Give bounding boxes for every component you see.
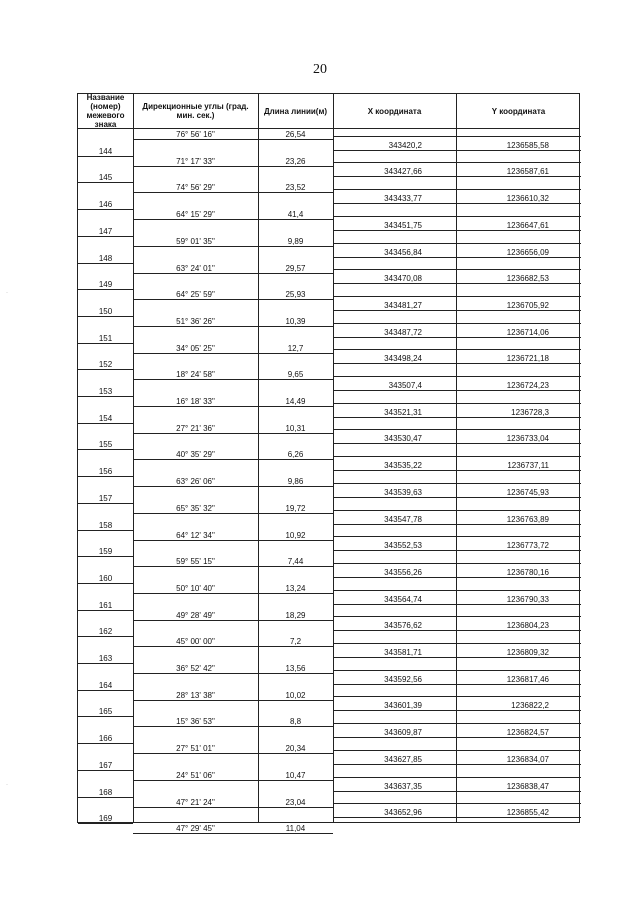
boundary-point-name: 161	[98, 600, 113, 610]
row-rule	[133, 780, 333, 781]
boundary-point-name: 151	[98, 333, 113, 343]
line-length: 23,04	[285, 797, 306, 807]
y-coordinate: 1236855,42	[506, 808, 549, 818]
row-rule	[333, 203, 581, 204]
row-rule	[78, 236, 133, 237]
row-rule	[78, 583, 133, 584]
line-length: 10,47	[285, 770, 306, 780]
row-rule	[333, 443, 581, 444]
boundary-point-name: 168	[98, 787, 113, 797]
y-coordinate: 1236804,23	[506, 621, 549, 631]
row-rule	[333, 777, 581, 778]
row-rule	[333, 524, 581, 525]
row-rule	[333, 616, 581, 617]
boundary-point-name: 152	[98, 360, 113, 370]
direction-angle: 51° 36' 26"	[176, 316, 215, 326]
row-rule	[133, 726, 333, 727]
row-rule	[78, 770, 133, 771]
row-rule	[333, 257, 581, 258]
row-rule	[333, 577, 581, 578]
boundary-point-name: 162	[98, 627, 113, 637]
direction-angle: 28° 13' 38"	[176, 690, 215, 700]
row-rule	[333, 604, 581, 605]
x-coordinate: 343498,24	[384, 354, 422, 364]
x-coordinate: 343507,4	[388, 381, 422, 390]
row-rule	[333, 817, 581, 818]
row-rule	[78, 823, 133, 824]
row-rule	[78, 369, 133, 370]
row-rule	[333, 403, 581, 404]
row-rule	[333, 230, 581, 231]
direction-angle: 24° 51' 06"	[176, 770, 215, 780]
row-rule	[333, 269, 581, 270]
direction-angle: 63° 24' 01"	[176, 263, 215, 273]
row-rule	[78, 690, 133, 691]
y-coordinate: 1236587,61	[506, 167, 549, 177]
boundary-point-name: 147	[98, 226, 113, 236]
line-length: 9,65	[287, 370, 304, 380]
direction-angle: 64° 15' 29"	[176, 210, 215, 220]
x-coordinate: 343420,2	[388, 140, 422, 150]
boundary-point-name: 145	[98, 173, 113, 183]
line-length: 10,02	[285, 690, 306, 700]
row-rule	[333, 456, 581, 457]
boundary-point-name: 160	[98, 573, 113, 583]
row-rule	[78, 156, 133, 157]
direction-angle: 27° 51' 01"	[176, 744, 215, 754]
row-rule	[133, 486, 333, 487]
row-rule	[333, 470, 581, 471]
page-number: 20	[313, 62, 327, 77]
boundary-point-name: 159	[98, 547, 113, 557]
row-rule	[133, 620, 333, 621]
x-coordinate: 343535,22	[384, 461, 422, 471]
y-coordinate: 1236724,23	[506, 381, 549, 390]
row-rule	[133, 353, 333, 354]
y-coordinate: 1236838,47	[506, 781, 549, 791]
x-coordinate: 343592,56	[384, 674, 422, 684]
row-rule	[78, 263, 133, 264]
direction-angle: 74° 56' 29"	[176, 183, 215, 193]
direction-angle: 71° 17' 33"	[176, 156, 215, 166]
x-coordinate: 343637,35	[384, 781, 422, 791]
row-rule	[333, 337, 581, 338]
y-coordinate: 1236822,2	[511, 701, 549, 711]
line-length: 6,26	[287, 450, 304, 460]
row-rule	[78, 449, 133, 450]
row-rule	[133, 273, 333, 274]
x-coordinate: 343552,53	[384, 541, 422, 551]
row-rule	[333, 296, 581, 297]
line-length: 13,24	[285, 583, 306, 593]
row-rule	[133, 753, 333, 754]
row-rule	[333, 710, 581, 711]
row-rule	[133, 246, 333, 247]
y-coordinate: 1236817,46	[506, 674, 549, 684]
boundary-point-name: 166	[98, 734, 113, 744]
row-rule	[333, 803, 581, 804]
y-coordinate: 1236834,07	[506, 754, 549, 764]
line-length: 25,93	[285, 290, 306, 300]
direction-angle: 47° 21' 24"	[176, 797, 215, 807]
y-coordinate: 1236585,58	[506, 140, 549, 150]
y-coordinate: 1236773,72	[506, 541, 549, 551]
row-rule	[333, 429, 581, 430]
row-rule	[333, 483, 581, 484]
x-coordinate: 343470,08	[384, 274, 422, 284]
row-rule	[78, 797, 133, 798]
boundary-point-name: 154	[98, 413, 113, 423]
x-coordinate: 343433,77	[384, 194, 422, 204]
row-rule	[133, 379, 333, 380]
row-rule	[333, 283, 581, 284]
x-coordinate: 343539,63	[384, 487, 422, 497]
line-length: 20,34	[285, 744, 306, 754]
boundary-point-name: 165	[98, 707, 113, 717]
row-rule	[333, 497, 581, 498]
row-rule	[133, 540, 333, 541]
y-coordinate: 1236682,53	[506, 274, 549, 284]
row-rule	[133, 192, 333, 193]
row-rule	[78, 182, 133, 183]
direction-angle: 50° 10' 40"	[176, 583, 215, 593]
direction-angle: 59° 01' 35"	[176, 236, 215, 246]
row-rule	[133, 459, 333, 460]
boundary-point-name: 149	[98, 280, 113, 290]
x-coordinate: 343609,87	[384, 728, 422, 738]
boundary-point-name: 148	[98, 253, 113, 263]
line-length: 7,2	[289, 637, 302, 647]
margin-mark: ·	[6, 290, 8, 296]
row-rule	[333, 696, 581, 697]
row-rule	[333, 670, 581, 671]
y-coordinate: 1236809,32	[506, 648, 549, 657]
row-rule	[78, 636, 133, 637]
boundary-point-name: 153	[98, 387, 113, 396]
header-name: Название (номер) межевого знака	[86, 93, 125, 129]
line-length: 9,86	[287, 477, 304, 487]
row-rule	[133, 433, 333, 434]
line-length: 29,57	[285, 263, 306, 273]
row-rule	[78, 423, 133, 424]
direction-angle: 18° 24' 58"	[176, 370, 215, 380]
row-rule	[333, 791, 581, 792]
boundary-point-name: 163	[98, 654, 113, 663]
line-length: 13,56	[285, 664, 306, 673]
row-rule	[333, 510, 581, 511]
y-coordinate: 1236714,06	[506, 327, 549, 337]
direction-angle: 36° 52' 42"	[176, 664, 215, 673]
line-length: 9,89	[287, 236, 304, 246]
row-rule	[133, 593, 333, 594]
direction-angle: 16° 18' 33"	[176, 397, 215, 406]
x-coordinate: 343576,62	[384, 621, 422, 631]
direction-angle: 27° 21' 36"	[176, 423, 215, 433]
row-rule	[333, 310, 581, 311]
direction-angle: 49° 28' 49"	[176, 610, 215, 620]
header-angle: Дирекционные углы (град. мин. сек.)	[142, 102, 249, 120]
direction-angle: 45° 00' 00"	[176, 637, 215, 647]
row-rule	[333, 643, 581, 644]
boundary-point-name: 150	[98, 306, 113, 316]
line-length: 41,4	[287, 210, 304, 220]
row-rule	[333, 737, 581, 738]
row-rule	[333, 243, 581, 244]
y-coordinate: 1236824,57	[506, 728, 549, 738]
x-coordinate: 343581,71	[384, 648, 422, 657]
coordinates-table	[77, 93, 580, 834]
boundary-point-name: 169	[98, 814, 113, 824]
x-coordinate: 343456,84	[384, 247, 422, 257]
row-rule	[333, 750, 581, 751]
row-rule	[133, 299, 333, 300]
row-rule	[333, 630, 581, 631]
boundary-point-name: 155	[98, 440, 113, 450]
direction-angle: 63° 26' 06"	[176, 477, 215, 487]
x-coordinate: 343627,85	[384, 754, 422, 764]
row-rule	[333, 216, 581, 217]
x-coordinate: 343556,26	[384, 567, 422, 577]
row-rule	[333, 684, 581, 685]
line-length: 11,04	[285, 824, 306, 834]
line-length: 10,39	[285, 316, 306, 326]
row-rule	[78, 289, 133, 290]
row-rule	[78, 476, 133, 477]
row-rule	[333, 390, 581, 391]
boundary-point-name: 156	[98, 467, 113, 477]
line-length: 18,29	[285, 610, 306, 620]
row-rule	[133, 700, 333, 701]
header-divider	[78, 128, 579, 129]
x-coordinate: 343481,27	[384, 300, 422, 310]
line-length: 19,72	[285, 503, 306, 513]
y-coordinate: 1236656,09	[506, 247, 549, 257]
row-rule	[133, 566, 333, 567]
row-rule	[133, 326, 333, 327]
row-rule	[78, 503, 133, 504]
direction-angle: 64° 25' 59"	[176, 290, 215, 300]
row-rule	[333, 764, 581, 765]
y-coordinate: 1236790,33	[506, 594, 549, 604]
row-rule	[333, 323, 581, 324]
x-coordinate: 343564,74	[384, 594, 422, 604]
direction-angle: 76° 56' 16"	[176, 130, 215, 139]
row-rule	[133, 673, 333, 674]
row-rule	[78, 209, 133, 210]
y-coordinate: 1236610,32	[506, 194, 549, 204]
x-coordinate: 343601,39	[384, 701, 422, 711]
row-rule	[78, 663, 133, 664]
x-coordinate: 343530,47	[384, 434, 422, 444]
line-length: 10,92	[285, 530, 306, 540]
line-length: 23,52	[285, 183, 306, 193]
line-length: 14,49	[285, 397, 306, 406]
x-coordinate: 343487,72	[384, 327, 422, 337]
row-rule	[78, 610, 133, 611]
row-rule	[333, 657, 581, 658]
header-y: Y координата	[491, 106, 546, 116]
row-rule	[133, 166, 333, 167]
row-rule	[78, 743, 133, 744]
row-rule	[78, 396, 133, 397]
row-rule	[333, 723, 581, 724]
x-coordinate: 343547,78	[384, 514, 422, 524]
direction-angle: 34° 05' 25"	[176, 343, 215, 353]
y-coordinate: 1236745,93	[506, 487, 549, 497]
boundary-point-name: 164	[98, 680, 113, 690]
y-coordinate: 1236733,04	[506, 434, 549, 444]
x-coordinate: 343451,75	[384, 220, 422, 230]
direction-angle: 47° 29' 45"	[176, 824, 215, 834]
row-rule	[333, 189, 581, 190]
header-x: X координата	[367, 106, 422, 116]
header-length: Длина линии(м)	[263, 106, 328, 116]
row-rule	[133, 513, 333, 514]
direction-angle: 65° 35' 32"	[176, 503, 215, 513]
row-rule	[133, 139, 333, 140]
row-rule	[133, 219, 333, 220]
y-coordinate: 1236705,92	[506, 300, 549, 310]
row-rule	[78, 343, 133, 344]
boundary-point-name: 157	[98, 493, 113, 503]
row-rule	[78, 556, 133, 557]
direction-angle: 40° 35' 29"	[176, 450, 215, 460]
row-rule	[333, 162, 581, 163]
y-coordinate: 1236721,18	[506, 354, 549, 364]
boundary-point-name: 146	[98, 200, 113, 210]
row-rule	[333, 417, 581, 418]
row-rule	[133, 807, 333, 808]
row-rule	[333, 536, 581, 537]
boundary-point-name: 158	[98, 520, 113, 530]
margin-mark: ·	[6, 782, 8, 788]
row-rule	[333, 150, 581, 151]
row-rule	[133, 833, 333, 834]
row-rule	[333, 363, 581, 364]
y-coordinate: 1236647,61	[506, 220, 549, 230]
row-rule	[133, 646, 333, 647]
x-coordinate: 343521,31	[384, 407, 422, 417]
y-coordinate: 1236780,16	[506, 567, 549, 577]
x-coordinate: 343652,96	[384, 808, 422, 818]
direction-angle: 15° 36' 53"	[176, 717, 215, 727]
y-coordinate: 1236728,3	[511, 407, 549, 417]
x-coordinate: 343427,66	[384, 167, 422, 177]
boundary-point-name: 144	[98, 146, 113, 156]
direction-angle: 59° 55' 15"	[176, 557, 215, 567]
line-length: 10,31	[285, 423, 306, 433]
row-rule	[333, 376, 581, 377]
line-length: 8,8	[289, 717, 302, 727]
line-length: 12,7	[287, 343, 304, 353]
row-rule	[333, 550, 581, 551]
row-rule	[78, 530, 133, 531]
row-rule	[333, 136, 581, 137]
row-rule	[133, 406, 333, 407]
row-rule	[78, 716, 133, 717]
line-length: 26,54	[285, 130, 306, 139]
y-coordinate: 1236737,11	[507, 461, 549, 471]
row-rule	[333, 563, 581, 564]
y-coordinate: 1236763,89	[506, 514, 549, 524]
row-rule	[333, 590, 581, 591]
boundary-point-name: 167	[98, 760, 113, 770]
direction-angle: 64° 12' 34"	[176, 530, 215, 540]
line-length: 7,44	[287, 557, 304, 567]
row-rule	[333, 176, 581, 177]
line-length: 23,26	[285, 156, 306, 166]
row-rule	[78, 316, 133, 317]
row-rule	[333, 349, 581, 350]
